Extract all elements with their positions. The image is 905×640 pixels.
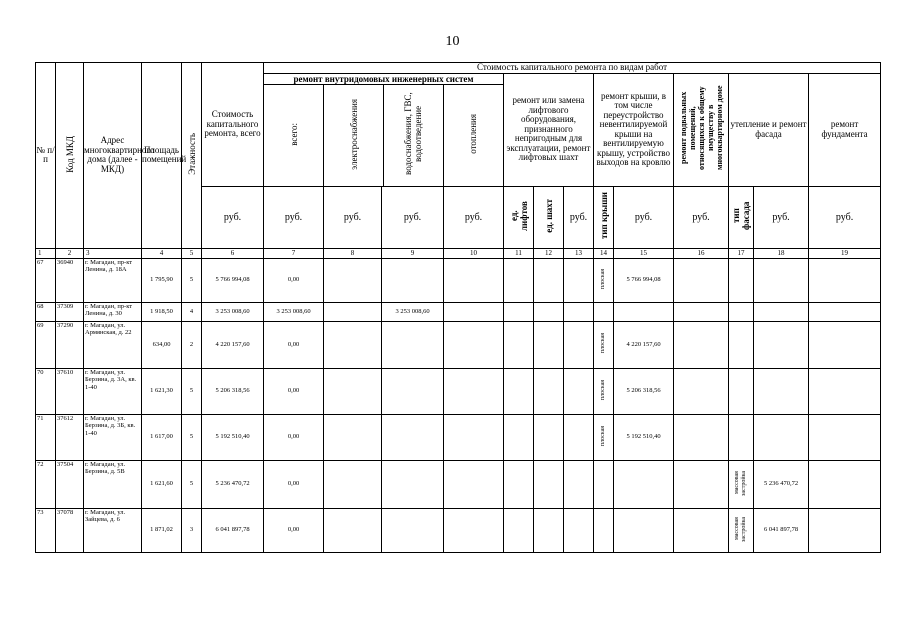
cell-water bbox=[382, 368, 444, 414]
cell-facade-cost bbox=[754, 414, 809, 460]
cell-kod: 37504 bbox=[56, 460, 84, 508]
cell-roof-cost: 4 220 157,60 bbox=[614, 321, 674, 368]
header-engineering-group bbox=[264, 73, 504, 186]
cell-eng-total: 0,00 bbox=[264, 258, 324, 302]
column-number: 5 bbox=[182, 248, 202, 258]
cell-address: г. Магадан, ул. Армянская, д. 22 bbox=[84, 321, 142, 368]
cell-area: 1 621,30 bbox=[142, 368, 182, 414]
cell-no: 70 bbox=[36, 368, 56, 414]
column-number: 3 bbox=[84, 248, 142, 258]
column-number: 12 bbox=[534, 248, 564, 258]
cell-kod: 37078 bbox=[56, 508, 84, 552]
unit-water: руб. bbox=[382, 186, 444, 248]
empty-cell bbox=[809, 414, 881, 460]
cell-area: 1 871,02 bbox=[142, 508, 182, 552]
empty-cell bbox=[564, 460, 594, 508]
cell-no: 68 bbox=[36, 302, 56, 321]
empty-cell bbox=[504, 414, 534, 460]
header-engineering: ремонт внутридомовых инженерных систем bbox=[264, 74, 503, 85]
cell-area: 1 617,00 bbox=[142, 414, 182, 460]
column-number: 16 bbox=[674, 248, 729, 258]
cell-eng-total: 0,00 bbox=[264, 368, 324, 414]
column-number: 4 bbox=[142, 248, 182, 258]
engineering-subheaders bbox=[264, 85, 503, 186]
cell-facade-type-text: массовая застройка bbox=[734, 470, 747, 496]
unit-electro: руб. bbox=[324, 186, 382, 248]
cell-electro bbox=[324, 302, 382, 321]
cell-roof-type-text: плоская bbox=[600, 268, 606, 289]
page-number: 10 bbox=[445, 34, 460, 49]
cell-floors: 3 bbox=[182, 508, 202, 552]
table-row bbox=[36, 368, 881, 414]
empty-cell bbox=[504, 508, 534, 552]
cell-heating bbox=[444, 302, 504, 321]
cell-water bbox=[382, 321, 444, 368]
empty-cell bbox=[809, 258, 881, 302]
empty-cell bbox=[504, 258, 534, 302]
unit-facade: руб. bbox=[754, 186, 809, 248]
cell-floors: 5 bbox=[182, 414, 202, 460]
empty-cell bbox=[674, 321, 729, 368]
cell-roof-type-text: плоская bbox=[600, 379, 606, 400]
empty-cell bbox=[674, 368, 729, 414]
unit-roof: руб. bbox=[614, 186, 674, 248]
cell-facade-type bbox=[729, 302, 754, 321]
empty-cell bbox=[504, 321, 534, 368]
column-number: 8 bbox=[324, 248, 382, 258]
cell-roof-type bbox=[594, 258, 614, 302]
cell-facade-cost bbox=[754, 302, 809, 321]
cell-total: 5 192 510,40 bbox=[202, 414, 264, 460]
cell-heating bbox=[444, 460, 504, 508]
header-cost-by-type: Стоимость капитального ремонта по видам работ bbox=[264, 63, 881, 74]
cell-facade-cost bbox=[754, 321, 809, 368]
cell-roof-type bbox=[594, 321, 614, 368]
column-number: 10 bbox=[444, 248, 504, 258]
table-row bbox=[36, 321, 881, 368]
cell-floors: 5 bbox=[182, 460, 202, 508]
cell-eng-total: 3 253 008,60 bbox=[264, 302, 324, 321]
empty-cell bbox=[534, 460, 564, 508]
cell-electro bbox=[324, 414, 382, 460]
cell-heating bbox=[444, 508, 504, 552]
cell-total: 5 206 318,56 bbox=[202, 368, 264, 414]
header-heating bbox=[443, 85, 503, 186]
cell-heating bbox=[444, 368, 504, 414]
column-number: 14 bbox=[594, 248, 614, 258]
cell-kod: 37309 bbox=[56, 302, 84, 321]
cell-roof-cost: 5 192 510,40 bbox=[614, 414, 674, 460]
unit-eng-total: руб. bbox=[264, 186, 324, 248]
empty-cell bbox=[534, 302, 564, 321]
cell-floors: 4 bbox=[182, 302, 202, 321]
cell-address: г. Магадан, ул. Зайцева, д. 6 bbox=[84, 508, 142, 552]
header-kod-label: Код МКД bbox=[64, 135, 75, 173]
table-row bbox=[36, 414, 881, 460]
cell-facade-cost: 6 041 897,78 bbox=[754, 508, 809, 552]
cell-heating bbox=[444, 258, 504, 302]
cell-kod: 37610 bbox=[56, 368, 84, 414]
header-electro bbox=[324, 85, 384, 186]
cell-total: 4 220 157,60 bbox=[202, 321, 264, 368]
empty-cell bbox=[809, 368, 881, 414]
header-address: Адрес многоквартирного дома (далее - МКД) bbox=[84, 63, 142, 249]
empty-cell bbox=[809, 321, 881, 368]
header-eng-total-label: всего: bbox=[288, 122, 299, 146]
cell-roof-cost bbox=[614, 508, 674, 552]
empty-cell bbox=[674, 414, 729, 460]
cell-electro bbox=[324, 321, 382, 368]
empty-cell bbox=[564, 302, 594, 321]
empty-cell bbox=[564, 368, 594, 414]
unit-total-cost: руб. bbox=[202, 186, 264, 248]
cell-facade-cost bbox=[754, 368, 809, 414]
cell-address: г. Магадан, пр-кт Ленина, д. 18А bbox=[84, 258, 142, 302]
cell-address: г. Магадан, пр-кт Ленина, д. 30 bbox=[84, 302, 142, 321]
table-row bbox=[36, 302, 881, 321]
empty-cell bbox=[674, 258, 729, 302]
header-roof: ремонт крыши, в том числе переустройство невентилируемой крыши на вентилируемую крышу, устройство выходов на кровлю bbox=[594, 73, 674, 186]
cell-eng-total: 0,00 bbox=[264, 414, 324, 460]
cell-electro bbox=[324, 460, 382, 508]
empty-cell bbox=[674, 508, 729, 552]
capital-repair-table bbox=[35, 62, 881, 553]
header-basement-label: ремонт подвальных помещений, относящихся к общему имуществу в многоквартирном доме bbox=[678, 85, 724, 171]
column-number: 9 bbox=[382, 248, 444, 258]
header-floors-label: Этажность bbox=[186, 133, 197, 175]
empty-cell bbox=[534, 321, 564, 368]
cell-facade-type bbox=[729, 368, 754, 414]
header-water bbox=[384, 85, 444, 186]
header-basement bbox=[674, 73, 729, 186]
cell-facade-cost: 5 236 470,72 bbox=[754, 460, 809, 508]
header-roof-type-label: тип крыши bbox=[598, 192, 609, 240]
empty-cell bbox=[564, 258, 594, 302]
cell-kod: 37612 bbox=[56, 414, 84, 460]
cell-no: 69 bbox=[36, 321, 56, 368]
cell-eng-total: 0,00 bbox=[264, 508, 324, 552]
column-number-row bbox=[36, 248, 881, 258]
header-foundation: ремонт фундамента bbox=[809, 73, 881, 186]
header-shaft-units bbox=[534, 186, 564, 248]
header-electro-label: электроснабжения bbox=[348, 98, 359, 170]
cell-facade-type-text: массовая застройка bbox=[734, 516, 747, 542]
cell-water: 3 253 008,60 bbox=[382, 302, 444, 321]
cell-roof-cost bbox=[614, 302, 674, 321]
column-number: 11 bbox=[504, 248, 534, 258]
header-roof-type bbox=[594, 186, 614, 248]
column-number: 2 bbox=[56, 248, 84, 258]
cell-area: 634,00 bbox=[142, 321, 182, 368]
empty-cell bbox=[674, 302, 729, 321]
empty-cell bbox=[564, 414, 594, 460]
cell-address: г. Магадан, ул. Берзина, д. 3А, кв. 1-40 bbox=[84, 368, 142, 414]
empty-cell bbox=[534, 368, 564, 414]
cell-floors: 2 bbox=[182, 321, 202, 368]
cell-no: 67 bbox=[36, 258, 56, 302]
table-row bbox=[36, 258, 881, 302]
cell-roof-type-text: плоская bbox=[600, 425, 606, 446]
cell-address: г. Магадан, ул. Берзина, д. 5В bbox=[84, 460, 142, 508]
header-total-cost: Стоимость капитального ремонта, всего bbox=[202, 63, 264, 187]
cell-roof-type bbox=[594, 368, 614, 414]
cell-facade-type bbox=[729, 460, 754, 508]
header-area: Площадь помещений bbox=[142, 63, 182, 249]
header-kod bbox=[56, 63, 84, 249]
cell-roof-cost: 5 766 994,08 bbox=[614, 258, 674, 302]
header-shaft-units-label: ед. шахт bbox=[543, 199, 554, 233]
cell-electro bbox=[324, 368, 382, 414]
cell-heating bbox=[444, 321, 504, 368]
cell-area: 1 918,50 bbox=[142, 302, 182, 321]
unit-lift: руб. bbox=[564, 186, 594, 248]
column-number: 15 bbox=[614, 248, 674, 258]
empty-cell bbox=[534, 258, 564, 302]
header-lift-units-label: ед. лифтов bbox=[508, 201, 529, 231]
cell-no: 71 bbox=[36, 414, 56, 460]
cell-no: 73 bbox=[36, 508, 56, 552]
cell-heating bbox=[444, 414, 504, 460]
cell-water bbox=[382, 258, 444, 302]
empty-cell bbox=[674, 460, 729, 508]
header-lift: ремонт или замена лифтового оборудования, признанного непригодным для эксплуатации, ремонт лифтовых шахт bbox=[504, 73, 594, 186]
empty-cell bbox=[564, 508, 594, 552]
cell-no: 72 bbox=[36, 460, 56, 508]
column-number: 7 bbox=[264, 248, 324, 258]
cell-roof-cost: 5 206 318,56 bbox=[614, 368, 674, 414]
cell-roof-type-text: плоская bbox=[600, 333, 606, 354]
cell-roof-type bbox=[594, 302, 614, 321]
column-number: 19 bbox=[809, 248, 881, 258]
cell-water bbox=[382, 414, 444, 460]
cell-facade-type bbox=[729, 414, 754, 460]
unit-foundation: руб. bbox=[809, 186, 881, 248]
cell-floors: 5 bbox=[182, 258, 202, 302]
cell-facade-type bbox=[729, 508, 754, 552]
header-lift-units bbox=[504, 186, 534, 248]
cell-total: 3 253 008,60 bbox=[202, 302, 264, 321]
cell-roof-type bbox=[594, 460, 614, 508]
cell-kod: 36940 bbox=[56, 258, 84, 302]
column-number: 13 bbox=[564, 248, 594, 258]
cell-area: 1 621,60 bbox=[142, 460, 182, 508]
cell-kod: 37290 bbox=[56, 321, 84, 368]
empty-cell bbox=[809, 460, 881, 508]
cell-eng-total: 0,00 bbox=[264, 321, 324, 368]
cell-eng-total: 0,00 bbox=[264, 460, 324, 508]
cell-electro bbox=[324, 258, 382, 302]
cell-facade-type bbox=[729, 321, 754, 368]
cell-roof-type bbox=[594, 508, 614, 552]
cell-water bbox=[382, 508, 444, 552]
empty-cell bbox=[504, 302, 534, 321]
header-no: № п/п bbox=[36, 63, 56, 249]
table-body bbox=[36, 258, 881, 552]
header-heating-label: отопления bbox=[468, 114, 479, 154]
cell-electro bbox=[324, 508, 382, 552]
empty-cell bbox=[564, 321, 594, 368]
header-facade: утепление и ремонт фасада bbox=[729, 73, 809, 186]
empty-cell bbox=[504, 368, 534, 414]
cell-roof-type bbox=[594, 414, 614, 460]
column-number: 1 bbox=[36, 248, 56, 258]
column-number: 17 bbox=[729, 248, 754, 258]
cell-floors: 5 bbox=[182, 368, 202, 414]
empty-cell bbox=[809, 508, 881, 552]
cell-area: 1 795,90 bbox=[142, 258, 182, 302]
cell-total: 5 766 994,08 bbox=[202, 258, 264, 302]
cell-facade-type bbox=[729, 258, 754, 302]
header-facade-type bbox=[729, 186, 754, 248]
cell-facade-cost bbox=[754, 258, 809, 302]
unit-heating: руб. bbox=[444, 186, 504, 248]
cell-total: 5 236 470,72 bbox=[202, 460, 264, 508]
table-row bbox=[36, 460, 881, 508]
cell-water bbox=[382, 460, 444, 508]
cell-roof-cost bbox=[614, 460, 674, 508]
header-eng-total bbox=[264, 85, 324, 186]
column-number: 18 bbox=[754, 248, 809, 258]
unit-basement: руб. bbox=[674, 186, 729, 248]
cell-address: г. Магадан, ул. Берзина, д. 3Б, кв. 1-40 bbox=[84, 414, 142, 460]
column-number: 6 bbox=[202, 248, 264, 258]
header-facade-type-label: тип фасада bbox=[731, 201, 751, 231]
header-water-label: водоснабжения, ГВС, водоотведение bbox=[403, 92, 424, 176]
empty-cell bbox=[504, 460, 534, 508]
empty-cell bbox=[534, 414, 564, 460]
empty-cell bbox=[809, 302, 881, 321]
cell-total: 6 041 897,78 bbox=[202, 508, 264, 552]
table-row bbox=[36, 508, 881, 552]
empty-cell bbox=[534, 508, 564, 552]
